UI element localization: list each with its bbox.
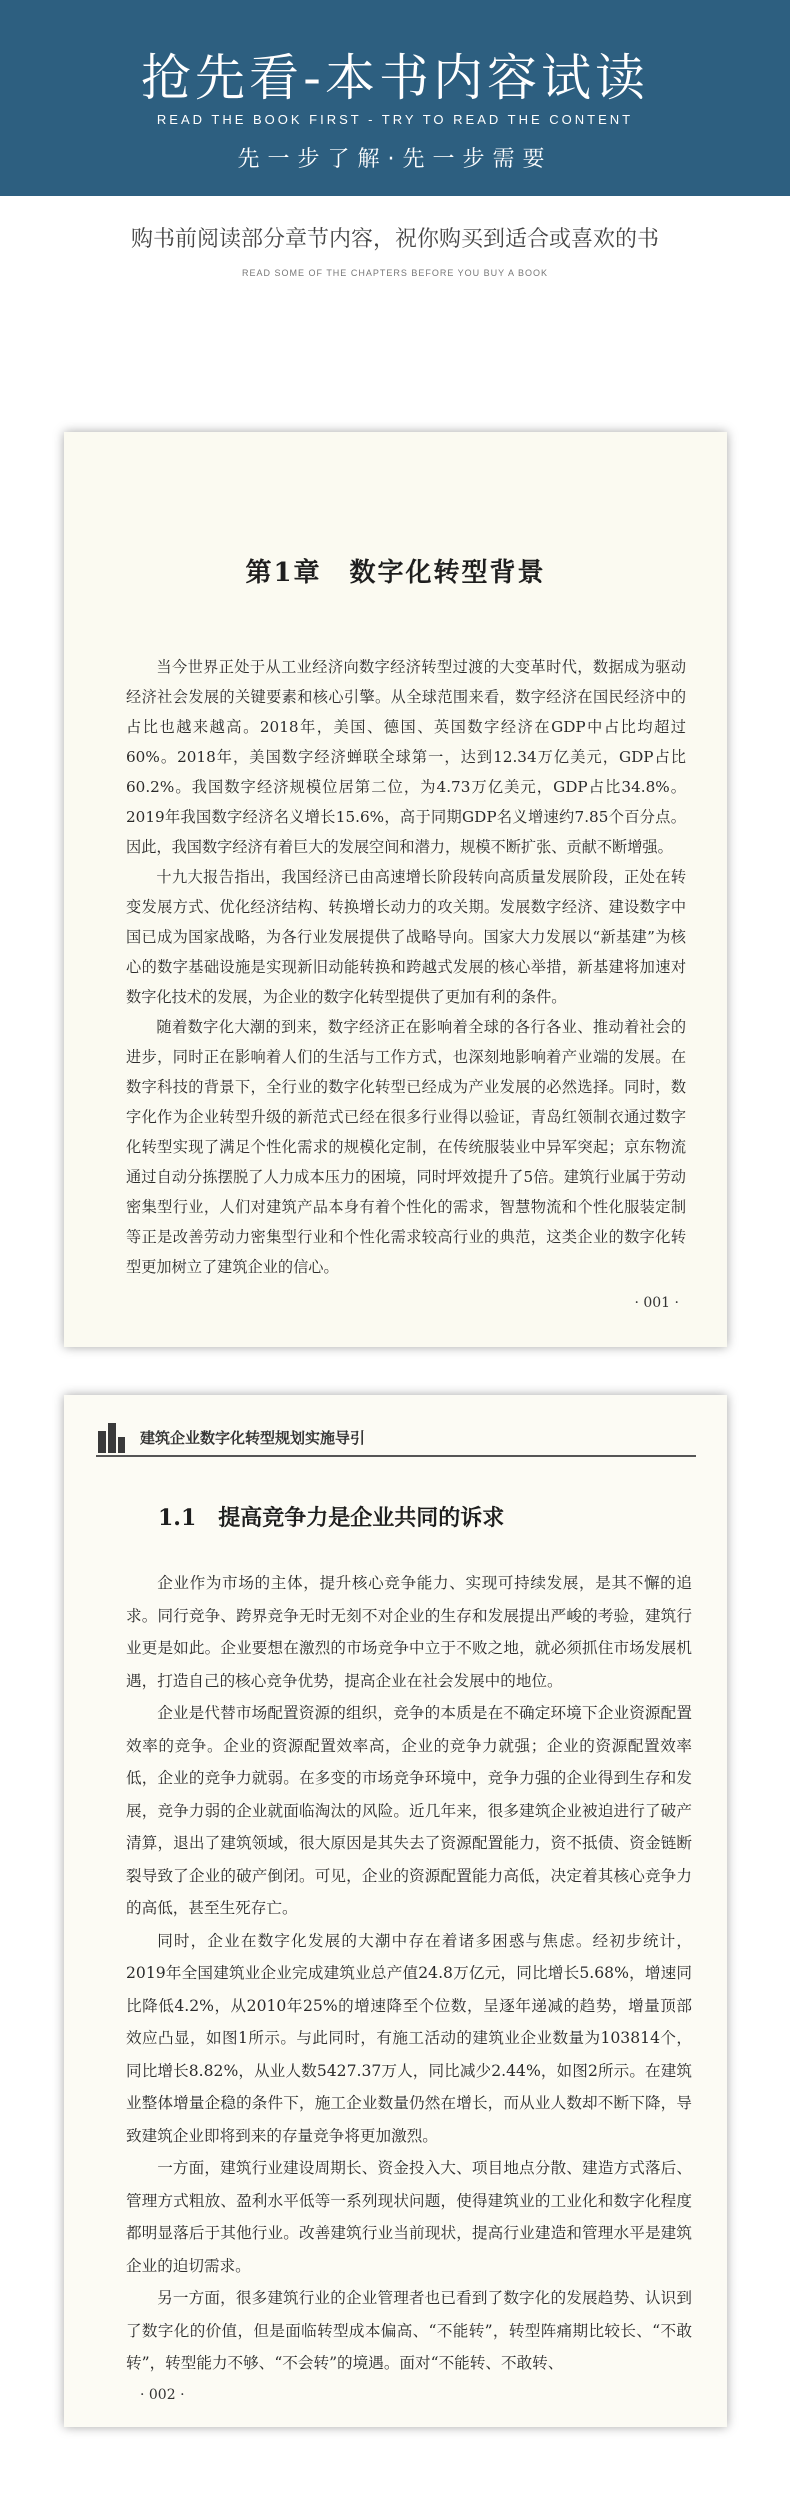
page-number: · 001 · [634,1295,679,1311]
banner-subtitle: READ THE BOOK FIRST - TRY TO READ THE CONTENT [156,112,634,127]
intro-text-en: READ SOME OF THE CHAPTERS BEFORE YOU BUY A BOOK [241,268,549,278]
paragraph: 一方面，建筑行业建设周期长、资金投入大、项目地点分散、建造方式落后、管理方式粗放、盈利水平低等一系列现状问题，使得建筑业的工业化和数字化程度都明显落后于其他行业。改善建筑行业当前现状，提高行业建造和管理水平是建筑企业的迫切需求。 [126,2159,692,2275]
book-page-1 [64,432,727,1347]
page-1-body [126,652,686,1282]
section-title: 1.1 提高竞争力是企业共同的诉求 [158,1505,505,1531]
paragraph: 企业作为市场的主体，提升核心竞争能力、实现可持续发展，是其不懈的追求。同行竞争、跨界竞争无时无刻不对企业的生存和发展提出严峻的考验，建筑行业更是如此。企业要想在激烈的市场竞争中立于不败之地，就必须抓住市场发展机遇，打造自己的核心竞争优势，提高企业在社会发展中的地位。 [126,1574,692,1690]
banner-title: 抢先看-本书内容试读 [140,49,650,107]
paragraph: 当今世界正处于从工业经济向数字经济转型过渡的大变革时代，数据成为驱动经济社会发展的关键要素和核心引擎。从全球范围来看，数字经济在国民经济中的占比也越来越高。2018年，美国、德国、英国数字经济在GDP中占比均超过60%。2018年，美国数字经济蝉联全球第一，达到12.34万亿美元，GDP占比60.2%。我国数字经济规模位居第二位，为4.73万亿美元，GDP占比34.8%。2019年我国数字经济名义增长15.6%，高于同期GDP名义增速约7.85个百分点。因此，我国数字经济有着巨大的发展空间和潜力，规模不断扩张、贡献不断增强。 [126,658,686,856]
book-page-2 [64,1395,727,2427]
building-icon [96,1421,126,1453]
paragraph: 十九大报告指出，我国经济已由高速增长阶段转向高质量发展阶段，正处在转变发展方式、优化经济结构、转换增长动力的攻关期。发展数字经济、建设数字中国已成为国家战略，为各行业发展提供了战略导向。国家大力发展以“新基建”为核心的数字基础设施是实现新旧动能转换和跨越式发展的核心举措，新基建将加速对数字化技术的发展，为企业的数字化转型提供了更加有利的条件。 [126,868,686,1006]
header-banner [0,0,790,196]
running-head [96,1421,696,1457]
paragraph: 企业是代替市场配置资源的组织，竞争的本质是在不确定环境下企业资源配置效率的竞争。企业的资源配置效率高，企业的竞争力就强；企业的资源配置效率低，企业的竞争力就弱。在多变的市场竞争环境中，竞争力强的企业得到生存和发展，竞争力弱的企业就面临淘汰的风险。近几年来，很多建筑企业被迫进行了破产清算，退出了建筑领域，很大原因是其失去了资源配置能力，资不抵债、资金链断裂导致了企业的破产倒闭。可见，企业的资源配置能力高低，决定着其核心竞争力的高低，甚至生死存亡。 [126,1704,692,1917]
intro-text: 购书前阅读部分章节内容，祝你购买到适合或喜欢的书 [130,227,659,252]
paragraph: 同时，企业在数字化发展的大潮中存在着诸多困惑与焦虑。经初步统计，2019年全国建筑业企业完成建筑业总产值24.8万亿元，同比增长5.68%，增速同比降低4.2%，从2010年25%的增速降至个位数，呈逐年递减的趋势，增量顶部效应凸显，如图1所示。与此同时，有施工活动的建筑业企业数量为103814个，同比增长8.82%，从业人数5427.37万人，同比减少2.44%，如图2所示。在建筑业整体增量企稳的条件下，施工企业数量仍然在增长，而从业人数却不断下降，导致建筑企业即将到来的存量竞争将更加激烈。 [126,1931,692,2145]
page-2-body [126,1567,692,2380]
page-number: · 002 · [140,2387,185,2403]
banner-tagline: 先一步了解·先一步需要 [237,147,553,172]
paragraph: 另一方面，很多建筑行业的企业管理者也已看到了数字化的发展趋势、认识到了数字化的价值，但是面临转型成本偏高、“不能转”，转型阵痛期比较长、“不敢转”，转型能力不够、“不会转”的境遇。面对“不能转、不敢转、 [126,2289,692,2372]
chapter-title: 第1章 数字化转型背景 [245,558,546,588]
paragraph: 随着数字化大潮的到来，数字经济正在影响着全球的各行各业、推动着社会的进步，同时正在影响着人们的生活与工作方式，也深刻地影响着产业端的发展。在数字科技的背景下，全行业的数字化转型已经成为产业发展的必然选择。同时，数字化作为企业转型升级的新范式已经在很多行业得以验证，青岛红领制衣通过数字化转型实现了满足个性化需求的规模化定制，在传统服装业中异军突起；京东物流通过自动分拣摆脱了人力成本压力的困境，同时坪效提升了5倍。建筑行业属于劳动密集型行业，人们对建筑产品本身有着个性化的需求，智慧物流和个性化服装定制等正是改善劳动力密集型行业和个性化需求较高行业的典范，这类企业的数字化转型更加树立了建筑企业的信心。 [126,1018,686,1276]
running-head-title: 建筑企业数字化转型规划实施导引 [140,1429,366,1447]
